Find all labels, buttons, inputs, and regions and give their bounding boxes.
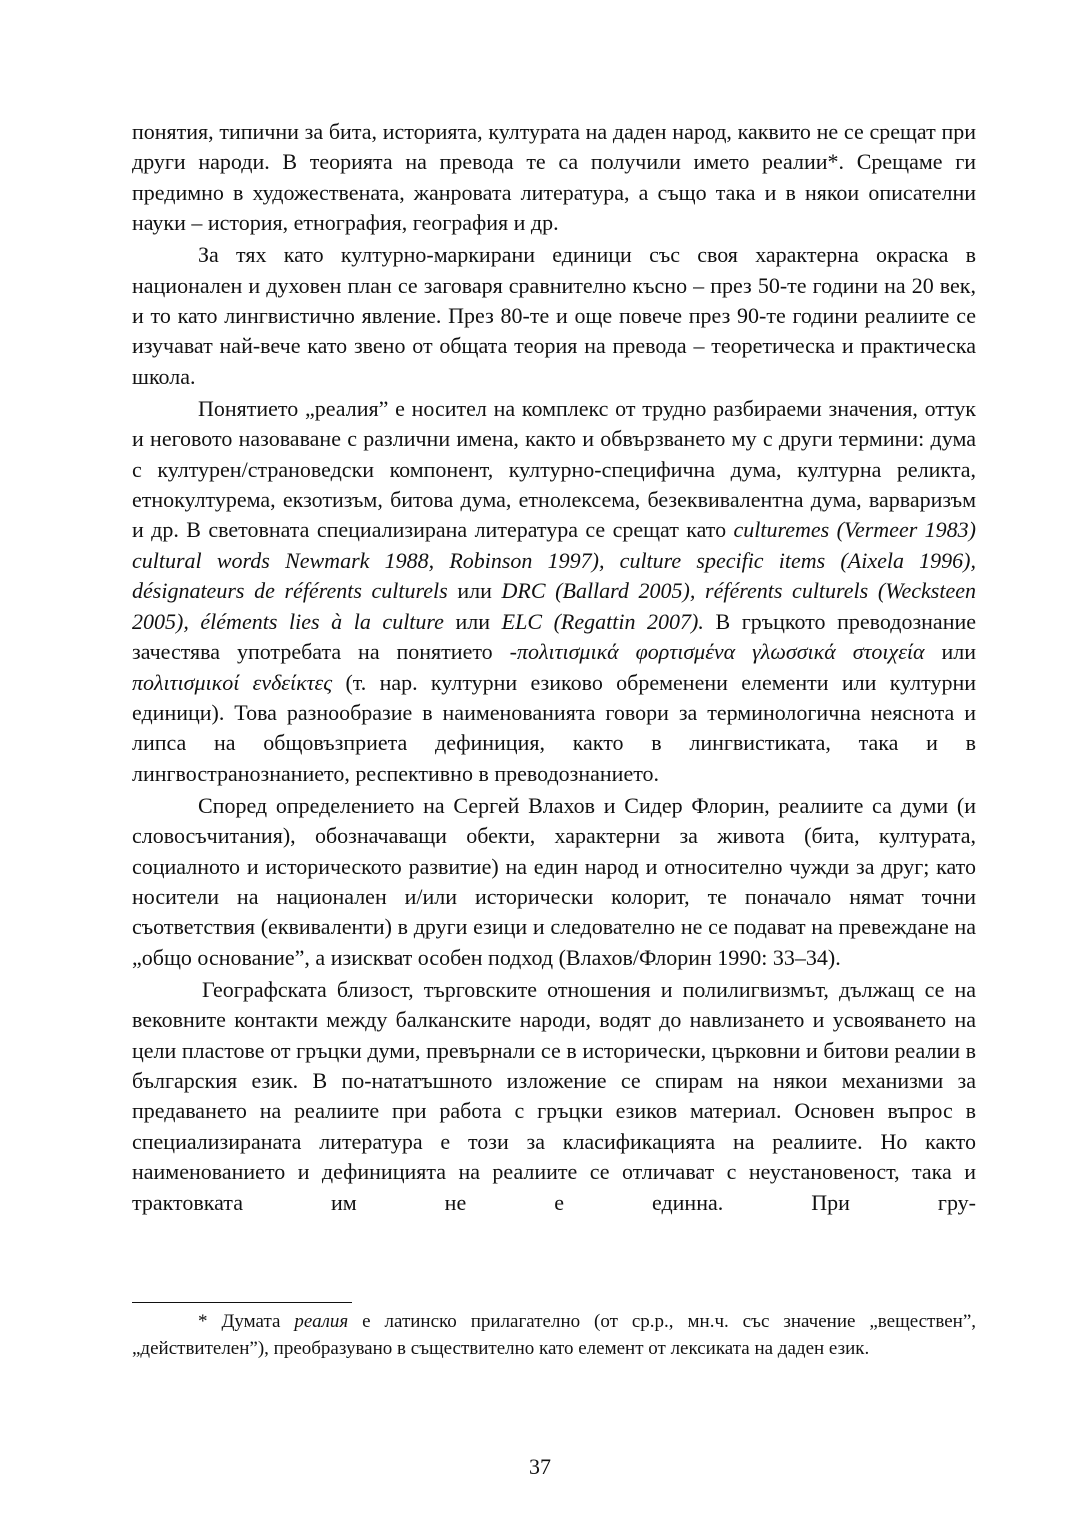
paragraph-3-italic-5: πολιτισμικοί ενδείκτες: [132, 669, 333, 695]
paragraph-5: Географската близост, търговските отношения и полилигвизмът, дължащ се на вековните контакти между балканските народи, водят до навлизането и усвояването на цели пластове от гръцки думи, превърнали се в исторически, църковни и битови реалии в българския език. В по-нататъшното изложение се спирам на някои механизми за предаването на реалиите при работа с гръцки езиков материал. Основен въпрос в специализираната литература е този за класификацията на реалиите. Но както наименованието и дефиницията на реалиите се отличават с неустановеност, така и трактовката им не е единна. При гру-: [132, 976, 976, 1215]
paragraph-3-text-1: Понятието „реалия” е носител на комплекс от трудно разбираеми значения, оттук и неговото назоваване с различни имена, както и обвързването му с други термини: дума с културен/страноведски компонент, културно-специфична дума, културна реликта, етнокултурема, екзотизъм, битова дума, етнолексема, безеквивалентна дума, варваризъм и др. В световната специализирана литература се срещат като: [132, 395, 976, 543]
paragraph-3-italic-1: culturemes (Vermeer 1983) cultural words Newmark 1988, Robinson 1997), culture specific items (Aixela 1996), désignateurs de référents culturels: [132, 517, 976, 604]
footnote-text-2: е латинско прилагателно (от ср.р., мн.ч. със значение „веществен”, „действителен”), преобразувано в съществително като елемент от лексиката на даден език.: [132, 1311, 977, 1359]
paragraph-1: понятия, типични за бита, историята, културата на даден народ, каквито не се срещат при други народи. В теорията на превода те са получили името реалии*. Срещаме ги предимно в художествената, жанровата литература, а също така и в някои описателни науки – история, етнография, география и др.: [132, 119, 976, 236]
paragraph-3-text-5: или: [924, 639, 977, 665]
paragraph-3-italic-3: ELC (Regattin 2007).: [501, 608, 704, 634]
page-number: 37: [529, 1454, 551, 1479]
paragraph-4: Според определението на Сергей Влахов и Сидер Флорин, реалиите са думи (и словосъчитания), обозначаващи обекти, характерни за живота (бита, културата, социалното и историческото развитие) на един народ и относително чужди за друг; като носители на национален и/или исторически колорит, те поначало нямат точни съответствия (еквиваленти) в други езици и следователно не се подават на превеждане на „общо основание”, а изискват особен подход (Влахов/Флорин 1990: 33–34).: [132, 792, 976, 970]
paragraph-3-italic-2: DRC (Ballard 2005), référents culturels (Wecksteen 2005), éléments lies à la culture: [132, 578, 977, 634]
footnote: [132, 1309, 976, 1362]
footnote-italic-term: реалия: [294, 1311, 349, 1332]
paragraph-3-text-6: (т. нар. културни езиково обременени елементи или културни единици). Това разнообразие в наименованията говори за терминологична неяснота и липса на общовъзприета дефиниция, както в лингвистиката, така и в лингвостранознанието, респективно в преводознанието.: [132, 669, 976, 786]
paragraph-3-text-4: В гръцкото преводознание зачестява употребата на понятието: [132, 608, 976, 665]
paragraph-3-italic-4: -πολιτισμικά φορτισμένα γλωσσικά στοιχεία: [509, 639, 925, 665]
paragraph-3-text-3: или: [443, 608, 502, 634]
paragraph-3: [132, 394, 976, 789]
paragraph-3-text-2: или: [447, 578, 502, 604]
main-text: [132, 117, 976, 1218]
footnote-divider: [132, 1302, 352, 1303]
footnote-text-1: * Думата: [198, 1311, 295, 1332]
paragraph-2: За тях като културно-маркирани единици със своя характерна окраска в национален и духовен план се заговаря сравнително късно – през 50-те години на 20 век, и то като лингвистично явление. През 80-те и още повече през 90-те години реалиите се изучават най-вече като звено от общата теория на превода – теоретическа и практическа школа.: [132, 242, 976, 389]
